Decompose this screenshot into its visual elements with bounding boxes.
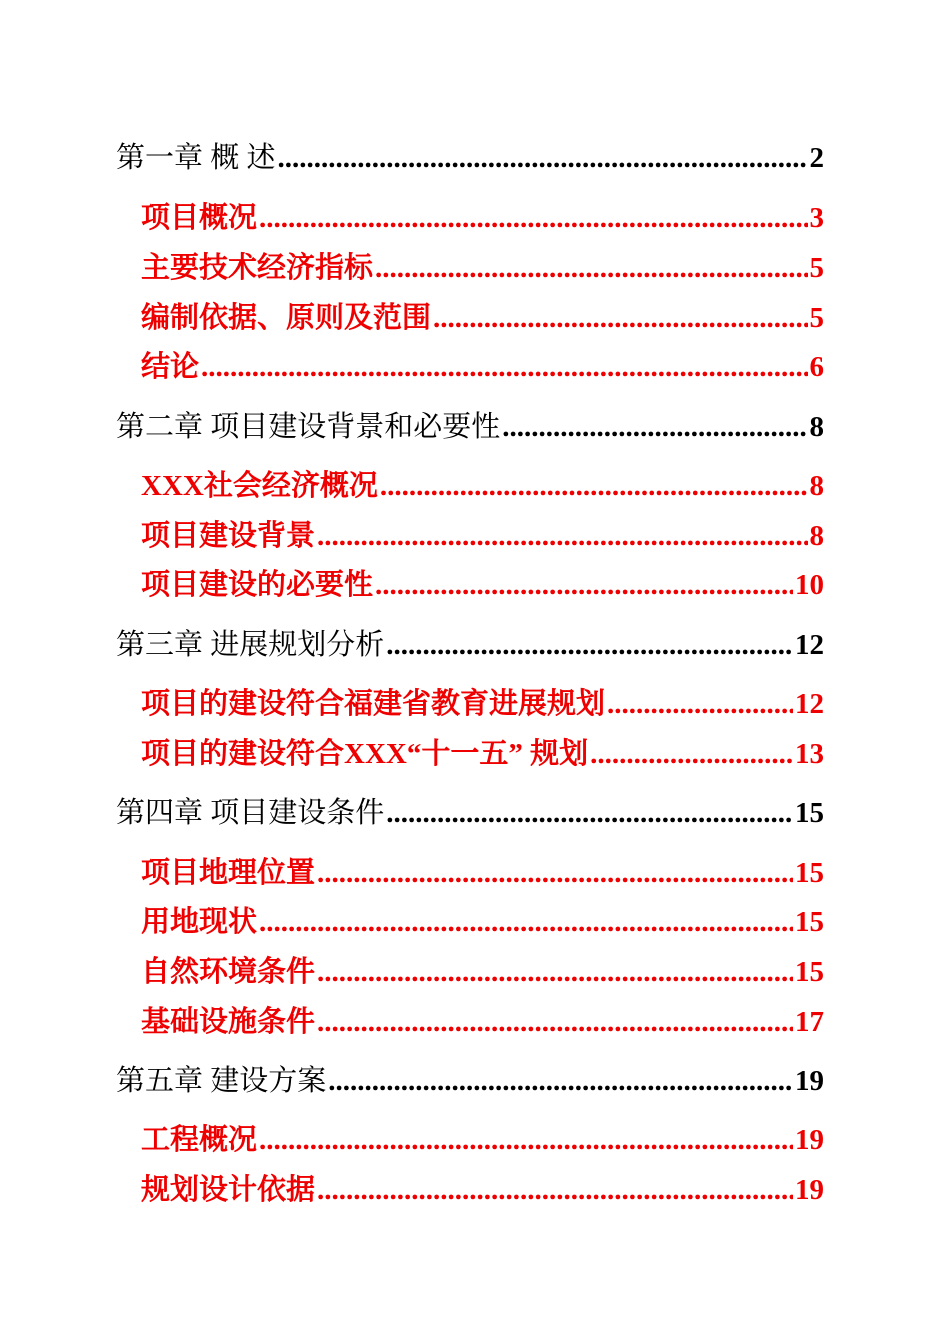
dot-leader [502,409,807,445]
toc-section-project-overview[interactable] [141,200,824,236]
toc-page-number: 5 [809,302,824,334]
toc-entry-title: 主要技术经济指标 [141,252,374,284]
toc-entry-title: 第四章 项目建设条件 [116,797,385,829]
dot-leader [259,904,793,940]
toc-entry-title: 编制依据、原则及范围 [141,302,432,334]
toc-section-design-basis[interactable] [141,1172,824,1208]
toc-page-number: 19 [795,1065,824,1097]
toc-page-number: 2 [809,142,824,174]
toc-page-number: 3 [809,202,824,234]
toc-section-land-status[interactable] [141,904,824,940]
dot-leader [607,686,793,722]
toc-page-number: 15 [795,857,824,889]
dot-leader [328,1063,793,1099]
toc-section-conclusion[interactable] [141,349,824,385]
dot-leader [317,518,807,554]
toc-page-number: 8 [809,470,824,502]
dot-leader [433,300,807,336]
toc-page-number: 15 [795,797,824,829]
toc-entry-title: 项目建设的必要性 [141,569,374,601]
dot-leader [375,250,807,286]
toc-entry-title: 项目地理位置 [141,857,316,889]
toc-section-environment[interactable] [141,954,824,990]
toc-entry-title: XXX社会经济概况 [141,470,378,502]
toc-section-five-year-plan[interactable] [141,736,824,772]
toc-page-number: 15 [795,956,824,988]
toc-page-number: 13 [795,738,824,770]
dot-leader [375,567,793,603]
toc-section-location[interactable] [141,855,824,891]
toc-section-basis[interactable] [141,300,824,336]
dot-leader [317,1172,793,1208]
dot-leader [317,1004,793,1040]
dot-leader [317,954,793,990]
toc-page-number: 5 [809,252,824,284]
toc-chapter-2[interactable] [116,409,824,445]
toc-entry-title: 自然环境条件 [141,956,316,988]
toc-entry-title: 工程概况 [141,1124,258,1156]
dot-leader [201,349,807,385]
toc-entry-title: 项目建设背景 [141,520,316,552]
toc-page-number: 12 [795,629,824,661]
toc-page-number: 6 [809,351,824,383]
dot-leader [590,736,793,772]
dot-leader [278,140,808,176]
toc-section-infrastructure[interactable] [141,1004,824,1040]
dot-leader [380,468,808,504]
toc-entry-title: 基础设施条件 [141,1006,316,1038]
toc-section-education-plan[interactable] [141,686,824,722]
toc-entry-title: 结论 [141,351,200,383]
toc-entry-title: 规划设计依据 [141,1174,316,1206]
toc-page-number: 19 [795,1174,824,1206]
toc-chapter-1[interactable] [116,140,824,176]
toc-page-number: 8 [809,520,824,552]
toc-chapter-3[interactable] [116,627,824,663]
toc-page-number: 19 [795,1124,824,1156]
toc-entry-title: 项目概况 [141,202,258,234]
toc-page-number: 8 [809,411,824,443]
toc-page-number: 10 [795,569,824,601]
dot-leader [259,1122,793,1158]
toc-section-engineering[interactable] [141,1122,824,1158]
toc-chapter-5[interactable] [116,1063,824,1099]
toc-chapter-4[interactable] [116,795,824,831]
toc-entry-title: 第一章 概 述 [116,142,276,174]
toc-page-number: 17 [795,1006,824,1038]
toc-entry-title: 用地现状 [141,906,258,938]
dot-leader [259,200,807,236]
dot-leader [386,627,793,663]
dot-leader [317,855,793,891]
toc-entry-title: 第三章 进展规划分析 [116,629,385,661]
toc-entry-title: 项目的建设符合XXX“十一五” 规划 [141,738,589,770]
toc-page-number: 15 [795,906,824,938]
toc-section-indicators[interactable] [141,250,824,286]
toc-entry-title: 第五章 建设方案 [116,1065,327,1097]
toc-page-number: 12 [795,688,824,720]
toc-section-background[interactable] [141,518,824,554]
toc-entry-title: 第二章 项目建设背景和必要性 [116,411,501,443]
toc-entry-title: 项目的建设符合福建省教育进展规划 [141,688,606,720]
toc-section-necessity[interactable] [141,567,824,603]
dot-leader [386,795,793,831]
toc-section-economy[interactable] [141,468,824,504]
